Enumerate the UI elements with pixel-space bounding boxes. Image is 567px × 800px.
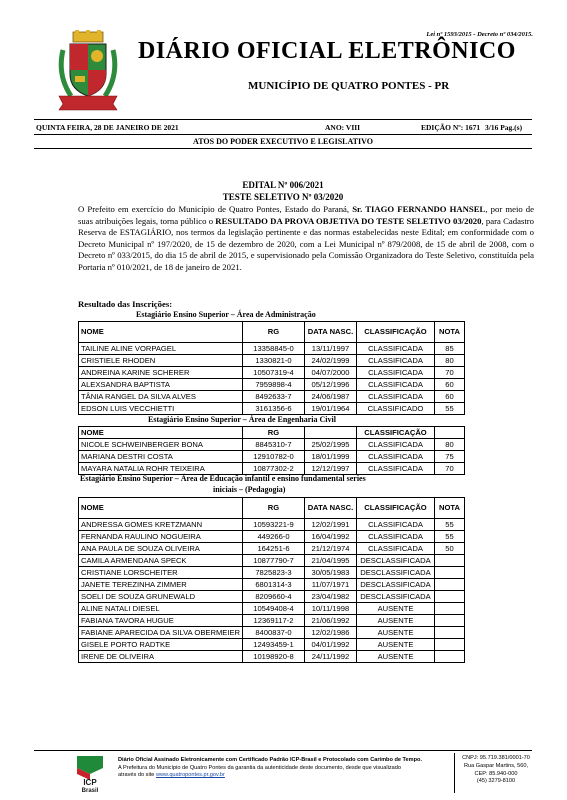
- footer-line2: A Prefeitura do Município de Quatro Pontes da garantia da autenticidade deste documento, desde que visualizado: [118, 764, 401, 771]
- cell-score: 80: [435, 439, 465, 451]
- table-row: [79, 603, 465, 615]
- issue-year: ANO: VIII: [325, 123, 361, 132]
- address-text: Rua Gaspar Martins, 560,: [463, 762, 529, 769]
- table-row: [79, 615, 465, 627]
- cell-classification: DESCLASSIFICADA: [357, 555, 435, 567]
- column-header: RG: [243, 322, 305, 343]
- cell-score: [435, 567, 465, 579]
- column-header: NOME: [79, 322, 243, 343]
- cell-birthdate: 12/12/1997: [305, 463, 357, 475]
- cell-rg: 10877302-2: [243, 463, 305, 475]
- table-row: [79, 639, 465, 651]
- table-row: [79, 531, 465, 543]
- cell-name: GISELE PORTO RADTKE: [79, 639, 243, 651]
- cell-birthdate: 25/02/1995: [305, 439, 357, 451]
- header-rule-middle: [34, 134, 532, 135]
- table-row: [79, 343, 465, 355]
- cell-name: IRENE DE OLIVEIRA: [79, 651, 243, 663]
- cell-birthdate: 21/04/1995: [305, 555, 357, 567]
- cell-classification: CLASSIFICADO: [357, 403, 435, 415]
- edital-subtitle: TESTE SELETIVO Nº 03/2020: [222, 192, 344, 202]
- cell-name: ALEXSANDRA BAPTISTA: [79, 379, 243, 391]
- cell-score: 80: [435, 355, 465, 367]
- cell-name: MAYARA NATALIA ROHR TEIXEIRA: [79, 463, 243, 475]
- footer-divider: [454, 753, 455, 793]
- cell-rg: 12493459-1: [243, 639, 305, 651]
- header-rule-bottom: [34, 148, 532, 149]
- cell-birthdate: 24/11/1992: [305, 651, 357, 663]
- cell-rg: 8845310-7: [243, 439, 305, 451]
- footer-bold-line: Diário Oficial Assinado Eletronicamente com Certificado Padrão ICP-Brasil e Protocolado com Carimbo de Tempo.: [118, 757, 422, 763]
- cell-name: ANDREINA KARINE SCHERER: [79, 367, 243, 379]
- cell-name: EDSON LUIS VECCHIETTI: [79, 403, 243, 415]
- header-rule-top: [34, 119, 532, 120]
- cell-classification: CLASSIFICADA: [357, 451, 435, 463]
- municipal-coat-of-arms: [57, 30, 119, 112]
- cell-classification: CLASSIFICADA: [357, 531, 435, 543]
- cell-score: 60: [435, 379, 465, 391]
- icp-logo-text: ICP: [83, 778, 97, 787]
- cell-rg: 7959898-4: [243, 379, 305, 391]
- cell-classification: CLASSIFICADA: [357, 379, 435, 391]
- table2-heading: Estagiário Ensino Superior – Área de Engenharia Civil: [148, 415, 336, 424]
- cell-birthdate: 13/11/1997: [305, 343, 357, 355]
- cell-classification: AUSENTE: [357, 603, 435, 615]
- column-header: CLASSIFICAÇÃO: [357, 427, 435, 439]
- cell-score: 70: [435, 463, 465, 475]
- cell-classification: CLASSIFICADA: [357, 343, 435, 355]
- cell-classification: CLASSIFICADA: [357, 543, 435, 555]
- cell-name: SOELI DE SOUZA GRUNEWALD: [79, 591, 243, 603]
- cell-classification: AUSENTE: [357, 651, 435, 663]
- edition-number: EDIÇÃO Nº: 1671: [421, 123, 481, 132]
- cell-birthdate: 23/04/1982: [305, 591, 357, 603]
- cell-score: [435, 651, 465, 663]
- cell-rg: 13358845-0: [243, 343, 305, 355]
- cell-rg: 449266-0: [243, 531, 305, 543]
- cell-birthdate: 21/12/1974: [305, 543, 357, 555]
- cell-classification: DESCLASSIFICADA: [357, 591, 435, 603]
- table-row: [79, 579, 465, 591]
- cell-score: 85: [435, 343, 465, 355]
- cell-classification: CLASSIFICADA: [357, 367, 435, 379]
- table-row: [79, 627, 465, 639]
- cell-score: [435, 639, 465, 651]
- table-row: [79, 439, 465, 451]
- cell-score: 55: [435, 531, 465, 543]
- footer-rule: [34, 750, 532, 751]
- cell-birthdate: 12/02/1986: [305, 627, 357, 639]
- cell-birthdate: 04/07/2000: [305, 367, 357, 379]
- cep-text: CEP: 85.940-000: [474, 770, 518, 777]
- edital-body: O Prefeito em exercício do Município de Quatro Pontes, Estado do Paraná, Sr. TIAGO FERNANDO HANSEL, por meio de suas atribuições legais, torna público o RESULTADO DA PROVA OBJETIVA DO TESTE SELETIVO 03/2020, para Cadastro Reserva de ESTAGIÁRIO, nos termos da legislação pertinente e das normas estabelecidas neste Edital; em conformidade com o Decreto Municipal nº 197/2020, de 15 de dezembro de 2020, com a Lei Municipal nº 879/2008, de 15 de abril de 2008, com o Decreto nº 033/2015, do dia 15 de abril de 2015, e supervisionado pela Comissão Organizadora do Teste Seletivo, constituída pela Portaria nº 010/2021, de 18 de janeiro de 2021.: [78, 204, 535, 272]
- cell-birthdate: 19/01/1964: [305, 403, 357, 415]
- edital-title: EDITAL Nº 006/2021: [242, 180, 324, 190]
- cell-score: 60: [435, 391, 465, 403]
- cell-name: FABIANA TAVORA HUGUE: [79, 615, 243, 627]
- website-link[interactable]: www.quatropontes.pr.gov.br: [155, 772, 225, 779]
- cell-birthdate: 24/02/1999: [305, 355, 357, 367]
- cell-score: [435, 603, 465, 615]
- cell-classification: CLASSIFICADA: [357, 463, 435, 475]
- cell-score: 55: [435, 519, 465, 531]
- cell-score: 50: [435, 543, 465, 555]
- results-table-engenharia-civil: [78, 426, 465, 475]
- footer-signature-notice: [118, 757, 443, 780]
- cell-birthdate: 21/06/1992: [305, 615, 357, 627]
- column-header: CLASSIFICAÇÃO: [357, 322, 435, 343]
- cell-score: 75: [435, 451, 465, 463]
- table-row: [79, 591, 465, 603]
- column-header: NOME: [79, 427, 243, 439]
- cell-name: TAILINE ALINE VORPAGEL: [79, 343, 243, 355]
- cell-score: 55: [435, 403, 465, 415]
- cell-score: [435, 615, 465, 627]
- page-subtitle: MUNICÍPIO DE QUATRO PONTES - PR: [248, 80, 450, 92]
- column-header: NOTA: [435, 498, 465, 519]
- cell-name: JANETE TEREZINHA ZIMMER: [79, 579, 243, 591]
- column-header: RG: [243, 498, 305, 519]
- cell-rg: 10507319-4: [243, 367, 305, 379]
- table-row: [79, 391, 465, 403]
- table-row: [79, 543, 465, 555]
- cell-name: FABIANE APARECIDA DA SILVA OBERMEIER: [79, 627, 243, 639]
- cell-birthdate: 04/01/1992: [305, 639, 357, 651]
- column-header: RG: [243, 427, 305, 439]
- cell-score: [435, 591, 465, 603]
- cell-name: ANA PAULA DE SOUZA OLIVEIRA: [79, 543, 243, 555]
- phone-text: (45) 3279-8100: [476, 778, 516, 785]
- cell-rg: 12369117-2: [243, 615, 305, 627]
- cell-rg: 7825823-3: [243, 567, 305, 579]
- results-label: Resultado das Inscrições:: [78, 299, 173, 309]
- cell-classification: AUSENTE: [357, 639, 435, 651]
- footer-line3-prefix: através do site: [118, 772, 155, 779]
- cell-birthdate: 18/01/1999: [305, 451, 357, 463]
- cell-rg: 10198920-8: [243, 651, 305, 663]
- cell-score: [435, 627, 465, 639]
- contact-block: [456, 755, 536, 786]
- table-row: [79, 463, 465, 475]
- cell-birthdate: 05/12/1996: [305, 379, 357, 391]
- table-row: [79, 379, 465, 391]
- table-row: [79, 555, 465, 567]
- cell-name: CAMILA ARMENDANA SPECK: [79, 555, 243, 567]
- cell-classification: CLASSIFICADA: [357, 355, 435, 367]
- cell-rg: 164251-6: [243, 543, 305, 555]
- cell-rg: 6801314-3: [243, 579, 305, 591]
- column-header: [305, 427, 357, 439]
- cell-rg: 3161356-6: [243, 403, 305, 415]
- icp-brasil-logo: [73, 754, 107, 794]
- table3-heading-line1: Estagiário Ensino Superior – Área de Educação infantil e ensino fundamental series: [80, 474, 366, 483]
- column-header: CLASSIFICAÇÃO: [357, 498, 435, 519]
- cell-name: ANDRESSA GOMES KRETZMANN: [79, 519, 243, 531]
- cell-rg: 1330821-0: [243, 355, 305, 367]
- table-row: [79, 403, 465, 415]
- cell-birthdate: 24/06/1987: [305, 391, 357, 403]
- column-header: NOTA: [435, 322, 465, 343]
- cell-classification: DESCLASSIFICADA: [357, 579, 435, 591]
- cell-score: [435, 579, 465, 591]
- column-header: [435, 427, 465, 439]
- section-title: ATOS DO PODER EXECUTIVO E LEGISLATIVO: [193, 137, 373, 146]
- law-reference: Lei nº 1593/2015 - Decreto nº 034/2015.: [426, 31, 533, 38]
- page-title: DIÁRIO OFICIAL ELETRÔNICO: [138, 38, 516, 64]
- table-row: [79, 355, 465, 367]
- table1-heading: Estagiário Ensino Superior – Área de Administração: [136, 310, 316, 319]
- cell-birthdate: 12/02/1991: [305, 519, 357, 531]
- cell-classification: CLASSIFICADA: [357, 391, 435, 403]
- column-header: DATA NASC.: [305, 322, 357, 343]
- cell-rg: 8209660-4: [243, 591, 305, 603]
- cell-classification: CLASSIFICADA: [357, 519, 435, 531]
- cell-rg: 12910782-0: [243, 451, 305, 463]
- issue-date: QUINTA FEIRA, 28 DE JANEIRO DE 2021: [36, 123, 179, 132]
- page-count: 3/16 Pag.(s): [485, 123, 523, 132]
- cell-name: ALINE NATALI DIESEL: [79, 603, 243, 615]
- cell-birthdate: 16/04/1992: [305, 531, 357, 543]
- cell-classification: DESCLASSIFICADA: [357, 567, 435, 579]
- cell-classification: CLASSIFICADA: [357, 439, 435, 451]
- cell-name: MARIANA DESTRI COSTA: [79, 451, 243, 463]
- table-row: [79, 519, 465, 531]
- column-header: NOME: [79, 498, 243, 519]
- table3-heading-line2: iniciais – (Pedagogia): [213, 485, 286, 494]
- cell-rg: 10593221-9: [243, 519, 305, 531]
- table-row: [79, 367, 465, 379]
- table-row: [79, 567, 465, 579]
- cell-classification: AUSENTE: [357, 627, 435, 639]
- cell-birthdate: 10/11/1998: [305, 603, 357, 615]
- cell-name: NICOLE SCHWEINBERGER BONA: [79, 439, 243, 451]
- table-row: [79, 451, 465, 463]
- results-table-pedagogia: [78, 497, 465, 663]
- cell-classification: AUSENTE: [357, 615, 435, 627]
- cell-rg: 10549408-4: [243, 603, 305, 615]
- cell-name: CRISTIANE LORSCHEITER: [79, 567, 243, 579]
- cell-rg: 8492633-7: [243, 391, 305, 403]
- cell-birthdate: 11/07/1971: [305, 579, 357, 591]
- column-header: DATA NASC.: [305, 498, 357, 519]
- cell-score: [435, 555, 465, 567]
- icp-logo-subtext: Brasil: [81, 788, 99, 794]
- results-table-administracao: [78, 321, 465, 415]
- cnpj-text: CNPJ: 95.719.381/0001-70: [462, 755, 530, 761]
- cell-rg: 10877790-7: [243, 555, 305, 567]
- cell-name: CRISTIELE RHODEN: [79, 355, 243, 367]
- cell-birthdate: 30/05/1983: [305, 567, 357, 579]
- cell-name: FERNANDA RAULINO NOGUEIRA: [79, 531, 243, 543]
- cell-name: TÂNIA RANGEL DA SILVA ALVES: [79, 391, 243, 403]
- cell-rg: 8400837-0: [243, 627, 305, 639]
- table-row: [79, 651, 465, 663]
- cell-score: 70: [435, 367, 465, 379]
